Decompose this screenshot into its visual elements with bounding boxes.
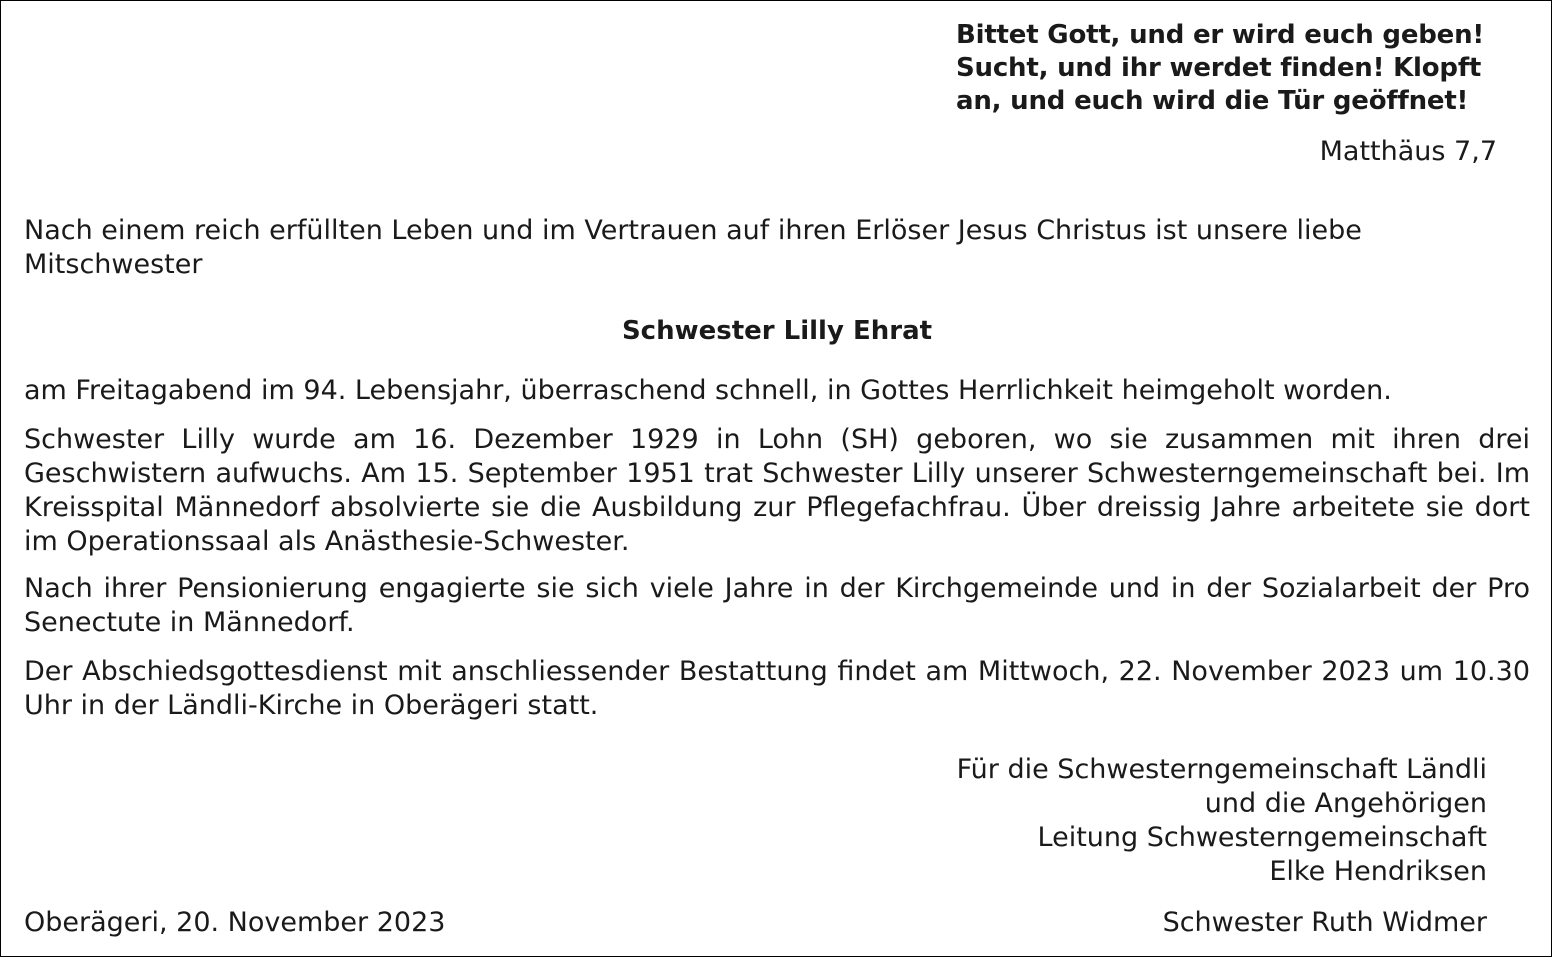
signature-line-3: Leitung Schwesterngemeinschaft [1037,822,1487,853]
verse-line-3: an, und euch wird die Tür geöffnet! [956,86,1469,116]
retirement-paragraph: Nach ihrer Pensionierung engagierte sie sich viele Jahre in der Kirchgemeinde und in der Sozialarbeit der Pro Senectute in Männedorf. [24,573,1530,638]
signature-line-1: Für die Schwesterngemeinschaft Ländli [956,754,1487,785]
signature-block [957,753,1487,889]
bible-verse [956,19,1516,118]
deceased-name: Schwester Lilly Ehrat [621,316,933,346]
place-and-date: Oberägeri, 20. November 2023 [24,907,446,938]
funeral-service-paragraph: Der Abschiedsgottesdienst mit anschliessender Bestattung findet am Mittwoch, 22. November 2023 um 10.30 Uhr in der Ländli-Kirche in Oberägeri statt. [24,656,1530,721]
signing-sister: Schwester Ruth Widmer [1162,907,1487,938]
verse-line-1: Bittet Gott, und er wird euch geben! [956,20,1485,50]
verse-reference: Matthäus 7,7 [1319,136,1497,167]
verse-line-2: Sucht, und ihr werdet finden! Klopft [956,53,1482,83]
signature-line-2: und die Angehörigen [1204,788,1487,819]
intro-paragraph: Nach einem reich erfüllten Leben und im Vertrauen auf ihren Erlöser Jesus Christus ist unsere liebe Mitschwester [24,215,1362,280]
signature-line-4: Elke Hendriksen [1269,856,1487,887]
biography-paragraph: Schwester Lilly wurde am 16. Dezember 1929 in Lohn (SH) geboren, wo sie zusammen mit ihren drei Geschwistern aufwuchs. Am 15. September 1951 trat Schwester Lilly unserer Schwesterngemeinschaft bei. Im Kreisspital Männedorf absolvierte sie die Ausbildung zur Pflegefachfrau. Über dreissig Jahre arbeitete sie dort im Operationssaal als Anästhesie-Schwester. [24,424,1530,557]
passing-paragraph: am Freitagabend im 94. Lebensjahr, überraschend schnell, in Gottes Herrlichkeit heimgeholt worden. [24,375,1392,406]
